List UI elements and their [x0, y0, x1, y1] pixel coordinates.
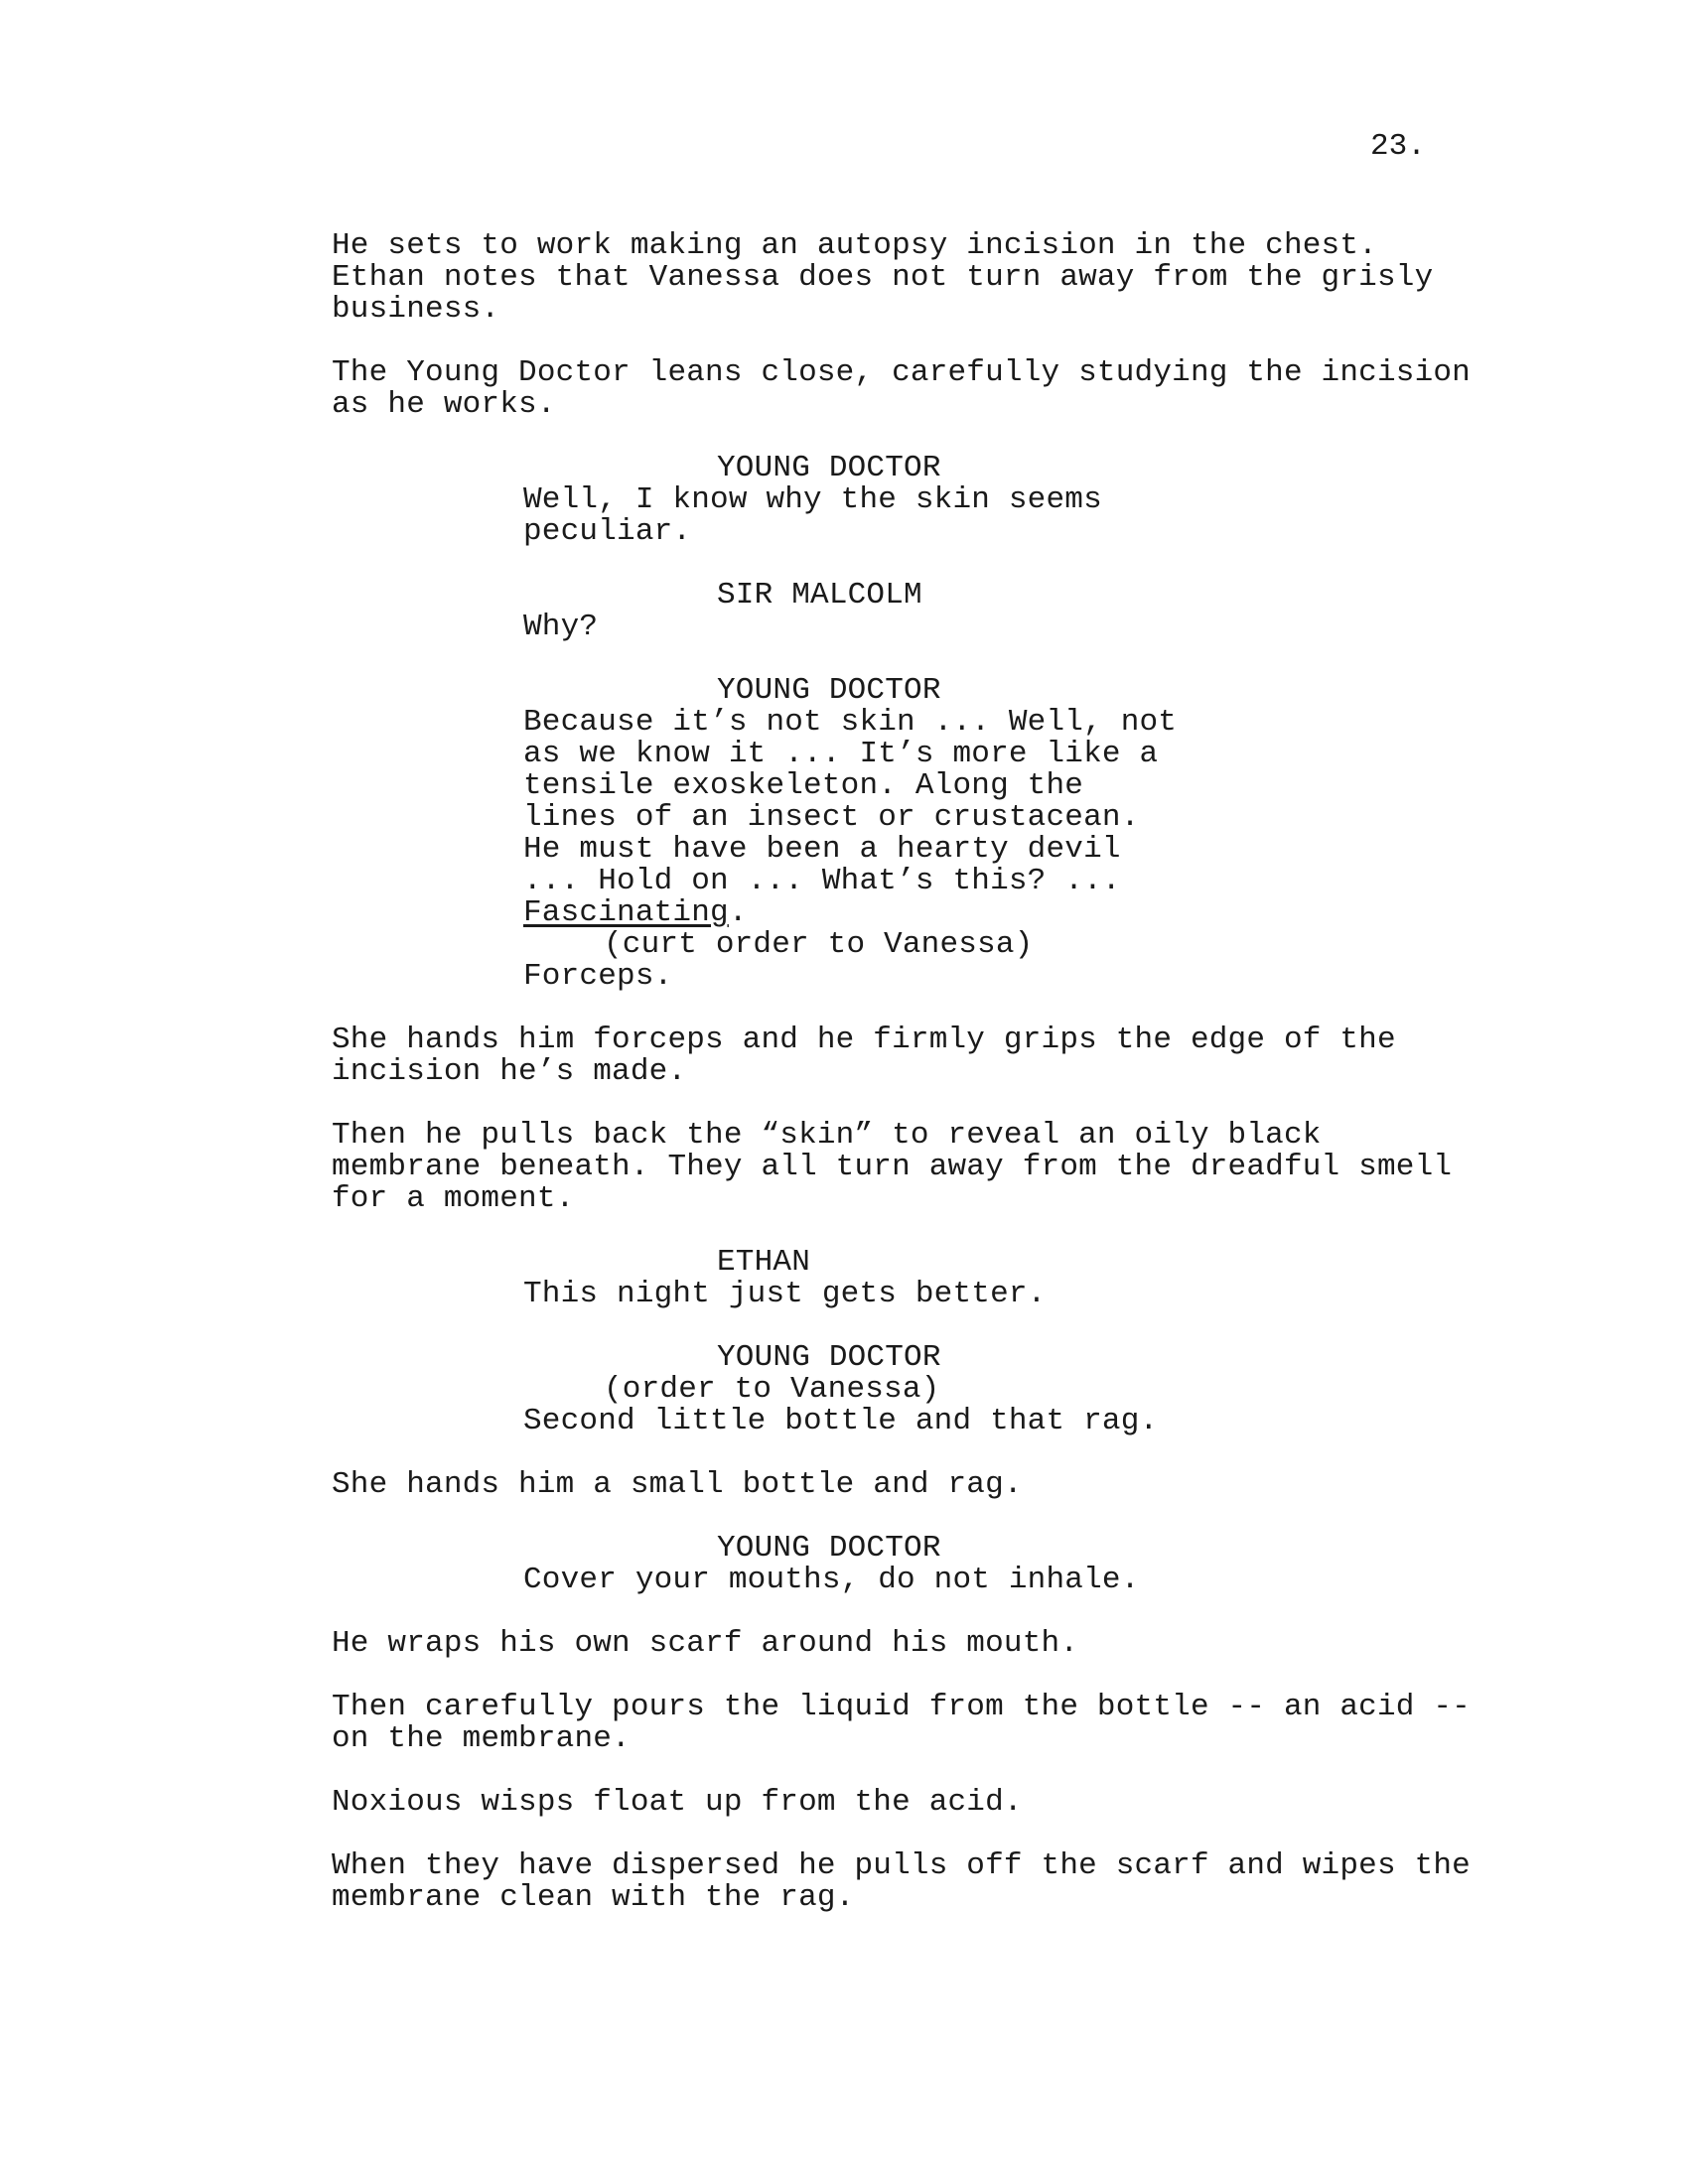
character-name: YOUNG DOCTOR	[717, 673, 941, 708]
parenthetical: (curt order to Vanessa)	[604, 927, 1034, 962]
dialogue-line	[523, 897, 748, 929]
action-line: as he works.	[332, 387, 556, 422]
action-line: Then he pulls back the “skin” to reveal an oily black	[332, 1118, 1322, 1153]
action-line: membrane clean with the rag.	[332, 1880, 855, 1915]
action-line: membrane beneath. They all turn away from the dreadful smell	[332, 1150, 1453, 1184]
action-line: business.	[332, 292, 500, 327]
character-name: YOUNG DOCTOR	[717, 1340, 941, 1375]
dialogue-line: He must have been a hearty devil	[523, 832, 1121, 867]
action-line: He wraps his own scarf around his mouth.	[332, 1626, 1079, 1661]
action-line: incision he’s made.	[332, 1054, 687, 1089]
character-name: YOUNG DOCTOR	[717, 1531, 941, 1566]
action-line: Then carefully pours the liquid from the bottle -- an acid --	[332, 1690, 1471, 1724]
dialogue-line: Forceps.	[523, 959, 673, 994]
line-suffix: .	[728, 895, 748, 930]
dialogue-line: Well, I know why the skin seems	[523, 482, 1102, 517]
action-line: She hands him forceps and he firmly grips the edge of the	[332, 1023, 1396, 1057]
page-number: 23.	[1370, 129, 1426, 164]
dialogue-line: lines of an insect or crustacean.	[523, 800, 1140, 835]
action-line: She hands him a small bottle and rag.	[332, 1467, 1023, 1502]
character-name: SIR MALCOLM	[717, 578, 922, 613]
dialogue-line: Cover your mouths, do not inhale.	[523, 1563, 1140, 1597]
dialogue-line: Because it’s not skin ... Well, not	[523, 705, 1178, 740]
action-line: He sets to work making an autopsy incision in the chest.	[332, 228, 1377, 263]
action-line: Noxious wisps float up from the acid.	[332, 1785, 1023, 1820]
character-name: ETHAN	[717, 1245, 811, 1280]
dialogue-line: tensile exoskeleton. Along the	[523, 768, 1084, 803]
action-line: Ethan notes that Vanessa does not turn away from the grisly	[332, 260, 1434, 295]
dialogue-line: Second little bottle and that rag.	[523, 1404, 1159, 1438]
parenthetical: (order to Vanessa)	[604, 1372, 940, 1407]
dialogue-line: Why?	[523, 610, 599, 644]
underlined-word: Fascinating	[523, 895, 729, 930]
action-line: The Young Doctor leans close, carefully studying the incision	[332, 355, 1471, 390]
action-line: on the membrane.	[332, 1721, 631, 1756]
character-name: YOUNG DOCTOR	[717, 451, 941, 485]
dialogue-line: as we know it ... It’s more like a	[523, 737, 1159, 771]
dialogue-line: This night just gets better.	[523, 1277, 1047, 1311]
action-line: When they have dispersed he pulls off the scarf and wipes the	[332, 1848, 1471, 1883]
dialogue-line: ... Hold on ... What’s this? ...	[523, 864, 1121, 898]
dialogue-line: peculiar.	[523, 514, 692, 549]
action-line: for a moment.	[332, 1181, 575, 1216]
